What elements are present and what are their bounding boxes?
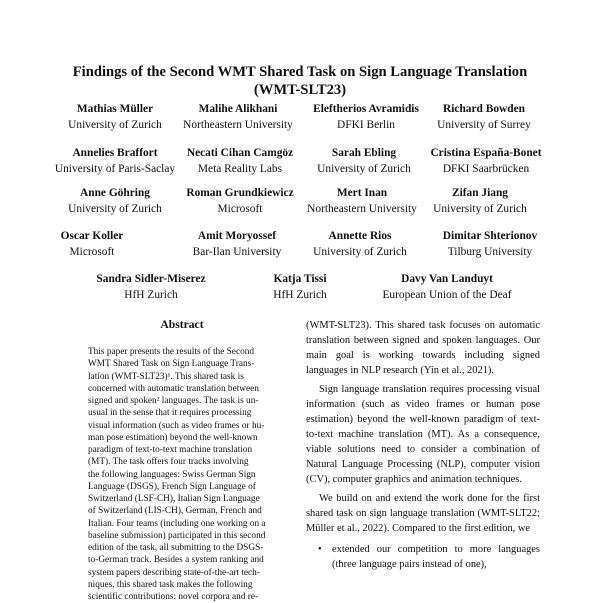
abstract-line: paradigm of text-to-text machine translation [88, 445, 253, 455]
body-column [306, 318, 540, 572]
author-block [298, 145, 430, 177]
abstract-line: (MT). The task offers four tracks involving [88, 457, 249, 468]
title-line-2: (WMT-SLT23) [253, 82, 347, 98]
contribution-list [306, 542, 540, 572]
author-block [174, 228, 300, 260]
abstract-text [88, 346, 278, 603]
author-block [414, 185, 546, 217]
author-name: Zifan Jiang [451, 187, 509, 199]
author-block [176, 185, 304, 217]
author-block [418, 101, 550, 133]
author-block [170, 145, 310, 177]
author-affiliation: Bar-Ilan University [192, 246, 282, 258]
author-name: Sarah Ebling [331, 147, 397, 159]
author-name: Anne Göhring [80, 187, 150, 199]
author-name: Katja Tissi [273, 273, 327, 285]
author-name: Roman Grundkiewicz [186, 187, 294, 199]
author-name: Cristina España-Bonet [430, 147, 542, 159]
author-affiliation: University of Zurich [68, 119, 162, 131]
author-block [80, 271, 222, 303]
abstract-line: usual in the sense that it requires processing [88, 408, 252, 419]
author-name: Oscar Koller [60, 230, 124, 242]
author-block [252, 271, 348, 303]
list-item: • extended our competition to more languages (three language pairs instead of one), [332, 542, 540, 572]
author-affiliation: University of Zurich [317, 163, 411, 175]
body-paragraph: We build on and extend the work done for the first shared task on sign language translation (WMT-SLT22; Müller et al., 2022). Compared to the first edition, we [306, 493, 540, 534]
abstract-line: of Switzerland (LIS-CH), German, French and [88, 506, 262, 517]
author-affiliation: DFKI Berlin [337, 119, 395, 131]
abstract-line: Italian. Four teams (including one working on a [88, 518, 266, 529]
abstract-line: baseline submission) participated in this second [88, 530, 266, 541]
author-block [296, 185, 428, 217]
abstract-heading: Abstract [160, 318, 204, 331]
author-block [420, 145, 552, 177]
paper-title [40, 63, 560, 99]
abstract-line: This paper presents the results of the Second [88, 347, 255, 357]
author-block [49, 145, 181, 177]
abstract-line: niques, this shared task makes the following [88, 579, 253, 590]
author-name: Davy Van Landuyt [401, 273, 493, 285]
author-name: Mert Inan [336, 187, 388, 199]
author-affiliation: Microsoft [69, 246, 115, 258]
author-affiliation: HfH Zurich [273, 289, 327, 301]
abstract-line: Language (DSGS), French Sign Language of [88, 481, 256, 492]
author-affiliation: University of Zurich [68, 203, 162, 215]
author-affiliation: University of Surrey [437, 119, 531, 131]
title-line-1: Findings of the Second WMT Shared Task on Sign Language Translation [72, 64, 528, 80]
abstract-line: to-German track. Besides a system ranking and [88, 555, 264, 566]
author-name: Necati Cihan Camgöz [186, 147, 294, 159]
author-name: Eleftherios Avramidis [313, 103, 419, 115]
author-block [296, 228, 424, 260]
author-affiliation: Northeastern University [307, 203, 417, 215]
author-affiliation: Meta Reality Labs [197, 163, 283, 175]
author-name: Mathias Müller [76, 103, 154, 115]
abstract-line: man pose estimation) beyond the well-known [88, 432, 258, 443]
abstract-line: edition of the task, all submitting to the DSGS- [88, 543, 264, 553]
author-name: Dimitar Shterionov [442, 230, 538, 242]
author-affiliation: DFKI Saarbrücken [442, 163, 530, 175]
abstract-line: scientific contributions: novel corpora and re- [88, 592, 259, 602]
author-affiliation: University of Paris-Saclay [54, 163, 176, 175]
abstract-line: Switzerland (LSF-CH), Italian Sign Language [88, 494, 260, 504]
author-name: Richard Bowden [443, 103, 525, 115]
author-affiliation: Northeastern University [183, 119, 293, 131]
abstract-line: system papers describing state-of-the-art tech- [88, 567, 260, 578]
author-block [55, 185, 175, 217]
author-block [374, 271, 520, 303]
abstract-line: signed and spoken² languages. The task is un- [88, 396, 259, 406]
abstract-line: visual information (such as video frames or hu- [88, 420, 265, 431]
author-block [300, 101, 432, 133]
author-block [166, 101, 310, 133]
author-name: Malihe Alikhani [198, 103, 278, 115]
author-affiliation: University of Zurich [313, 246, 407, 258]
author-block [58, 101, 172, 133]
abstract-line: WMT Shared Task on Sign Language Trans- [88, 359, 255, 370]
body-paragraph: Sign language translation requires processing visual information (such as video frames or human pose estimation) beyond the well-known paradigm of text-to-text machine translation (MT). As a consequence, viable solutions need to consider a combination of Natural Language Processing (NLP), computer vision (CV), computer graphics and animation techniques. [306, 384, 540, 485]
body-paragraph: (WMT-SLT23). This shared task focuses on automatic translation between signed and spoken languages. Our main goal is working towards including signed languages in NLP research (Yin et al., 2021). [306, 320, 540, 376]
author-affiliation: Tilburg University [447, 246, 533, 258]
author-name: Amit Moryossef [197, 230, 277, 242]
author-name: Sandra Sidler-Miserez [96, 273, 206, 285]
abstract-line: concerned with automatic translation between [88, 383, 259, 394]
author-block [424, 228, 556, 260]
author-block [42, 228, 142, 260]
author-name: Annelies Braffort [72, 147, 158, 159]
abstract-line: lation (WMT-SLT23)¹. This shared task is [88, 371, 244, 382]
author-name: Annette Rios [328, 230, 392, 242]
author-affiliation: HfH Zurich [124, 289, 178, 301]
author-affiliation: Microsoft [217, 203, 263, 215]
abstract-line: the following languages: Swiss German Sign [88, 469, 256, 480]
author-affiliation: University of Zurich [433, 203, 527, 215]
author-affiliation: European Union of the Deaf [382, 289, 512, 301]
